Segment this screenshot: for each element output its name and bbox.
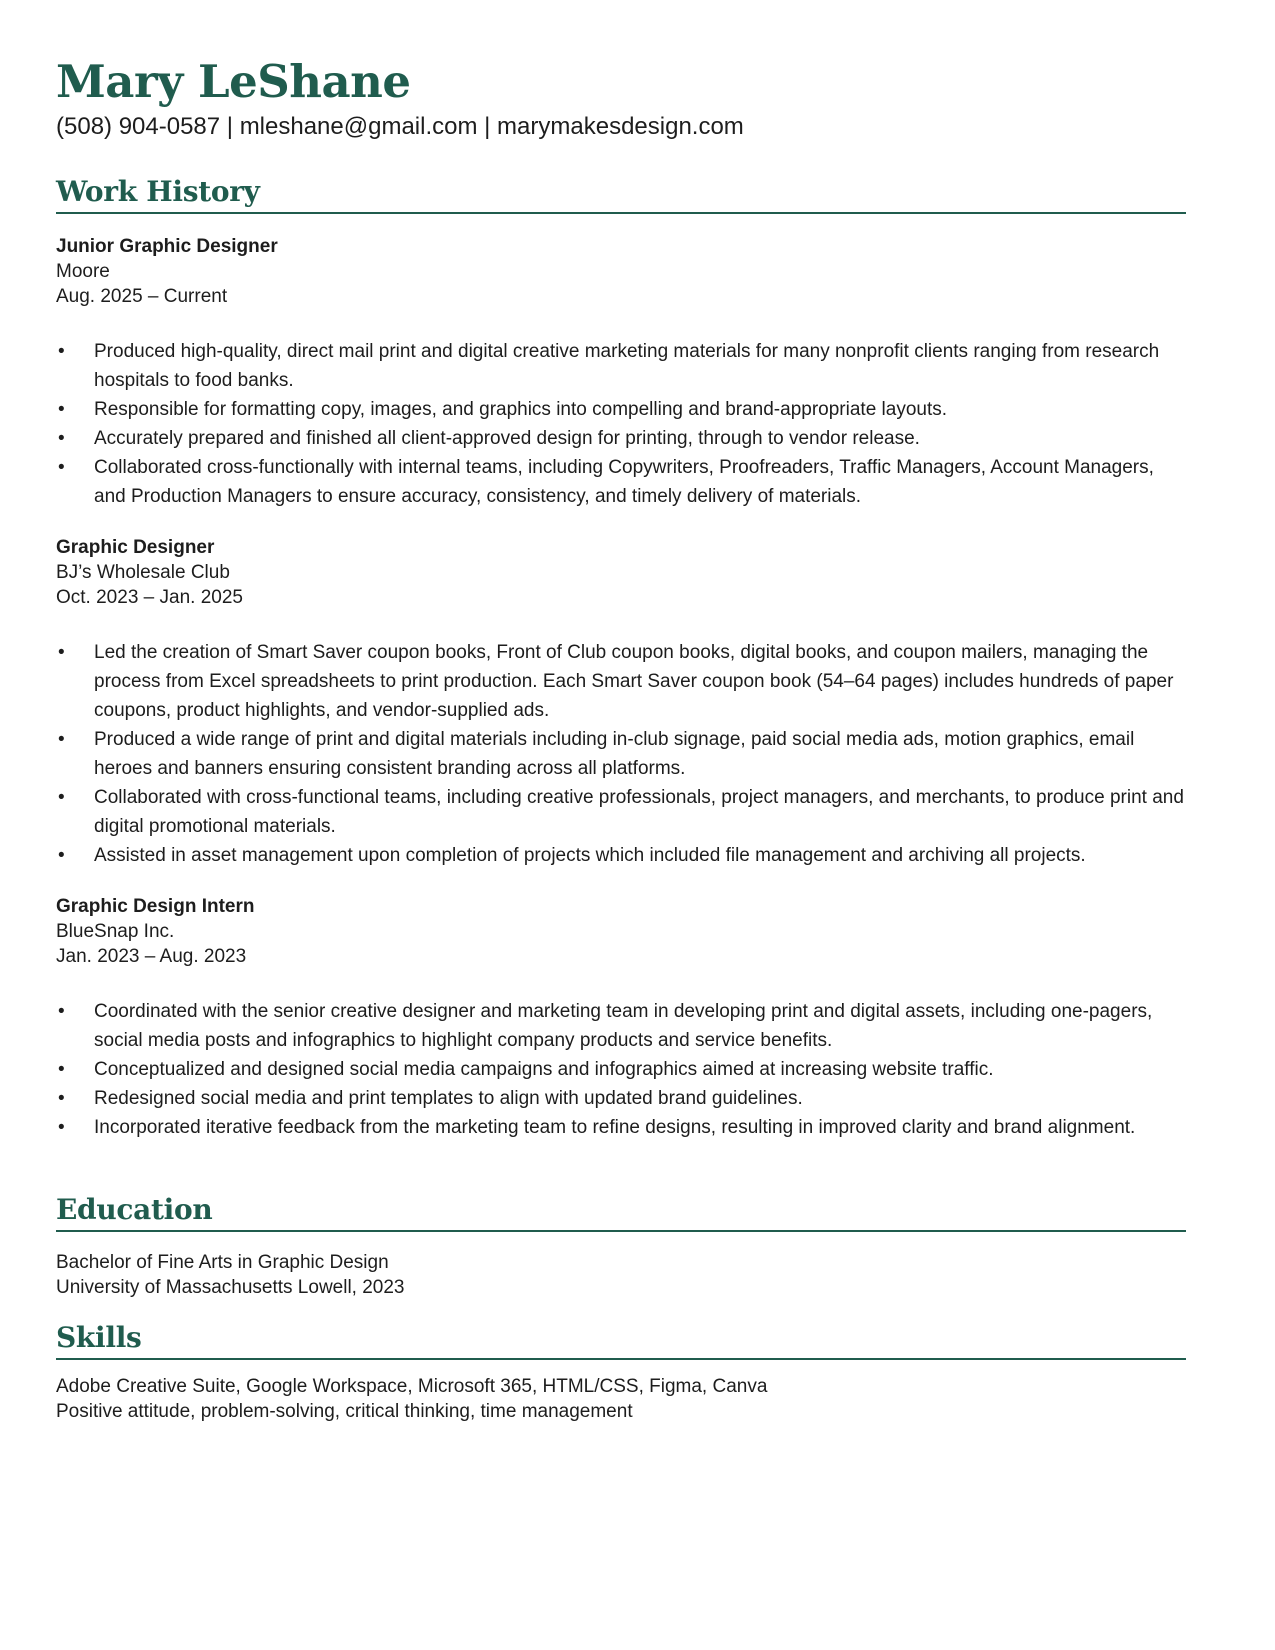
job-bullet-list [56,337,1186,511]
job-entry [56,894,1186,1142]
bullet-icon: • [58,729,65,750]
bullet-icon: • [58,1088,65,1109]
job-bullet: • Conceptualized and designed social media campaigns and infographics aimed at increasing website traffic. [56,1055,1186,1084]
job-bullet: • Produced a wide range of print and digital materials including in-club signage, paid social media ads, motion graphics, email heroes and banners ensuring consistent branding across all platforms. [56,725,1186,783]
job-bullet: • Assisted in asset management upon completion of projects which included file management and archiving all projects. [56,841,1186,870]
bullet-icon: • [58,1117,65,1138]
contact-line: (508) 904-0587 | mleshane@gmail.com | marymakesdesign.com [56,113,744,140]
job-bullet: • Redesigned social media and print templates to align with updated brand guidelines. [56,1084,1186,1113]
bullet-icon: • [58,428,65,449]
job-dates: Aug. 2025 – Current [56,286,228,307]
education-entry [56,1250,1186,1300]
degree: Bachelor of Fine Arts in Graphic Design [56,1252,389,1273]
candidate-name: Mary LeShane [56,55,411,108]
skills-entry [56,1374,1186,1424]
job-bullet: • Collaborated cross-functionally with internal teams, including Copywriters, Proofreaders, Traffic Managers, Account Managers, and Production Managers to ensure accuracy, consistency, and timely delivery of materials. [56,453,1186,511]
job-title: Junior Graphic Designer [56,236,278,257]
job-bullet: • Collaborated with cross-functional teams, including creative professionals, project managers, and merchants, to produce print and digital promotional materials. [56,783,1186,841]
bullet-icon: • [58,341,65,362]
job-company: BJ’s Wholesale Club [56,562,230,583]
job-entry [56,535,1186,870]
bullet-icon: • [58,845,65,866]
school: University of Massachusetts Lowell, 2023 [56,1277,405,1298]
bullet-icon: • [58,399,65,420]
job-title: Graphic Designer [56,537,215,558]
job-bullet: • Incorporated iterative feedback from the marketing team to refine designs, resulting in improved clarity and brand alignment. [56,1113,1186,1142]
job-company: Moore [56,261,110,282]
skills-soft: Positive attitude, problem-solving, critical thinking, time management [56,1401,633,1422]
job-bullet: • Responsible for formatting copy, images, and graphics into compelling and brand-appropriate layouts. [56,395,1186,424]
job-dates: Jan. 2023 – Aug. 2023 [56,946,247,967]
job-bullet: • Produced high-quality, direct mail print and digital creative marketing materials for many nonprofit clients ranging from research hospitals to food banks. [56,337,1186,395]
bullet-icon: • [58,1001,65,1022]
job-bullet-list [56,997,1186,1142]
job-entry [56,234,1186,511]
resume-page [56,52,1186,1424]
work-history-heading: Work History [56,174,1186,214]
bullet-icon: • [58,457,65,478]
job-bullet: • Accurately prepared and finished all client-approved design for printing, through to vendor release. [56,424,1186,453]
job-dates: Oct. 2023 – Jan. 2025 [56,587,243,608]
job-bullet: • Coordinated with the senior creative designer and marketing team in developing print and digital assets, including one-pagers, social media posts and infographics to highlight company products and service benefits. [56,997,1186,1055]
skills-heading: Skills [56,1320,1186,1360]
education-heading: Education [56,1192,1186,1232]
bullet-icon: • [58,787,65,808]
job-bullet-list [56,638,1186,870]
job-company: BlueSnap Inc. [56,921,175,942]
bullet-icon: • [58,1059,65,1080]
bullet-icon: • [58,642,65,663]
job-title: Graphic Design Intern [56,896,255,917]
skills-technical: Adobe Creative Suite, Google Workspace, Microsoft 365, HTML/CSS, Figma, Canva [56,1376,768,1397]
job-bullet: • Led the creation of Smart Saver coupon books, Front of Club coupon books, digital books, and coupon mailers, managing the process from Excel spreadsheets to print production. Each Smart Saver coupon book (54–64 pages) includes hundreds of paper coupons, product highlights, and vendor-supplied ads. [56,638,1186,725]
